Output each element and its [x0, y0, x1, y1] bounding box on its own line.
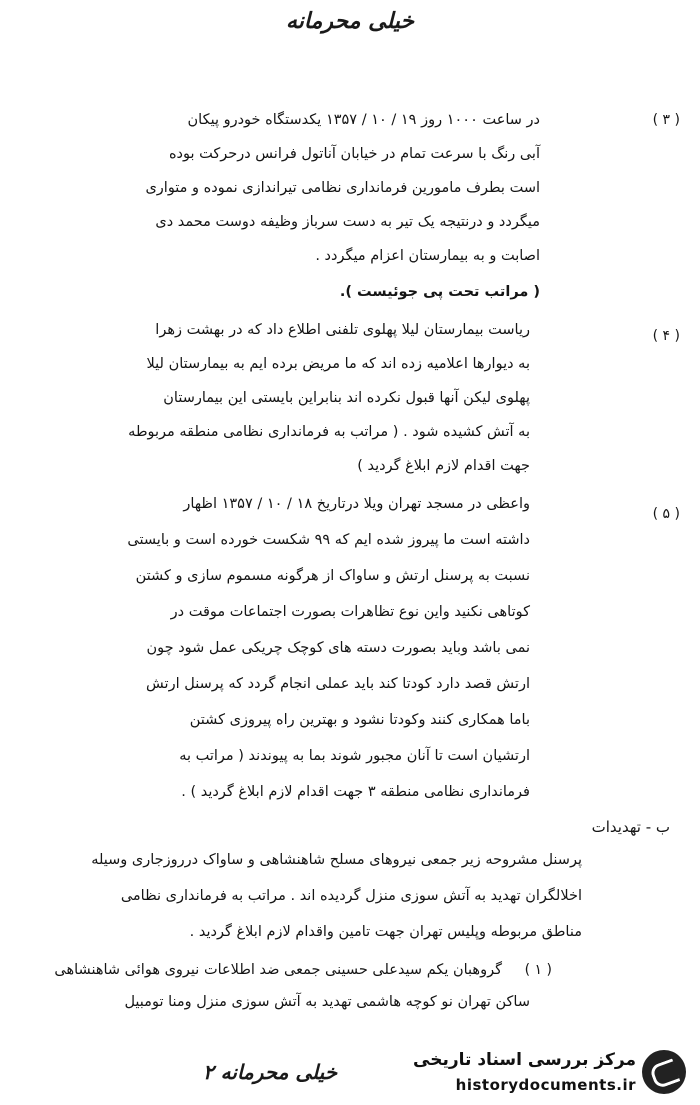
item-number: ( ۳ ): [652, 112, 680, 128]
archive-url: historydocuments.ir: [455, 1076, 636, 1094]
threats-line: مناطق مربوطه وپلیس تهران جهت تامین واقدام لازم ابلاغ گردید .: [189, 924, 582, 940]
item-number: ( ۴ ): [652, 328, 680, 344]
archive-name: مرکز بررسی اسناد تاریخی: [413, 1050, 636, 1070]
item-number: ( ۵ ): [652, 506, 680, 522]
item-line: فرمانداری نظامی منطقه ۳ جهت اقدام لازم ابلاغ گردید ) .: [181, 784, 530, 800]
item-line: به آتش کشیده شود . ( مراتب به فرمانداری نظامی منطقه مربوطه: [128, 424, 530, 440]
threats-heading: ب - تهدیدات: [591, 818, 670, 836]
archive-logo-icon: [642, 1050, 686, 1094]
item-line: گروهبان یکم سیدعلی حسینی جمعی ضد اطلاعات نیروی هوائی شاهنشاهی: [54, 962, 502, 978]
item-line: باما همکاری کنند وکودتا نشود و بهترین راه پیروزی کشتن: [189, 712, 530, 728]
item-line: ارتش قصد دارد کودتا کند باید عملی انجام گردد که پرسنل ارتش: [146, 676, 530, 692]
item-line: به دیوارها اعلامیه زده اند که ما مریض برده ایم به بیمارستان لیلا: [146, 356, 530, 372]
item-line: آبی رنگ با سرعت تمام در خیابان آناتول فرانس درحرکت بوده: [168, 146, 540, 162]
item-line: اصابت و به بیمارستان اعزام میگردد .: [315, 248, 540, 264]
report-item-3: [20, 112, 680, 312]
item-line: است بطرف مامورین فرمانداری نظامی تیراندازی نموده و متواری: [145, 180, 540, 196]
threats-paragraph: [20, 852, 680, 952]
item-line: واعظی در مسجد تهران ویلا درتاریخ ۱۸ / ۱۰ / ۱۳۵۷ اظهار: [183, 496, 530, 512]
report-item-5: [20, 496, 680, 806]
item-line: داشته است ما پیروز شده ایم که ۹۹ شکست خورده است و بایستی: [127, 532, 530, 548]
item-line: جهت اقدام لازم ابلاغ گردید ): [357, 458, 530, 474]
item-line: ارتشیان است تا آنان مجبور شوند بما به پیوندند ( مراتب به: [179, 748, 530, 764]
item-line: ریاست بیمارستان لیلا پهلوی تلفنی اطلاع داد که در بهشت زهرا: [155, 322, 530, 338]
item-line: نمی باشد وباید بصورت دسته های کوچک چریکی عمل شود چون: [146, 640, 530, 656]
item-line: در ساعت ۱۰۰۰ روز ۱۹ / ۱۰ / ۱۳۵۷ یکدستگاه خودرو پیکان: [187, 112, 540, 128]
item-line: میگردد و درنتیجه یک تیر به دست سرباز وظیفه دوست محمد دی: [155, 214, 540, 230]
report-item-4: [20, 322, 680, 492]
threats-line: اخلالگران تهدید به آتش سوزی منزل گردیده اند . مراتب به فرمانداری نظامی: [120, 888, 582, 904]
item-number: ( ۱ ): [524, 962, 552, 978]
threat-item-1: [20, 962, 680, 1032]
classification-stamp-top: خیلی محرمانه: [285, 8, 415, 34]
item-line: نسبت به پرسنل ارتش و ساواک از هرگونه مسموم سازی و کشتن: [135, 568, 530, 584]
item-line: کوتاهی نکنید واین نوع تظاهرات بصورت اجتماعات موقت در: [170, 604, 530, 620]
item-note: ( مراتب تحت پی جوئیست ).: [339, 284, 540, 300]
item-line: پهلوی لیکن آنها قبول نکرده اند بنابراین بایستی این بیمارستان: [163, 390, 530, 406]
threats-line: پرسنل مشروحه زیر جمعی نیروهای مسلح شاهنشاهی و ساواک درروزجاری وسیله: [91, 852, 582, 868]
item-line: ساکن تهران نو کوچه هاشمی تهدید به آتش سوزی منزل ومنا تومبیل: [124, 994, 530, 1010]
archive-watermark: [413, 1048, 690, 1100]
classification-stamp-bottom: خیلی محرمانه ۲: [202, 1060, 338, 1084]
